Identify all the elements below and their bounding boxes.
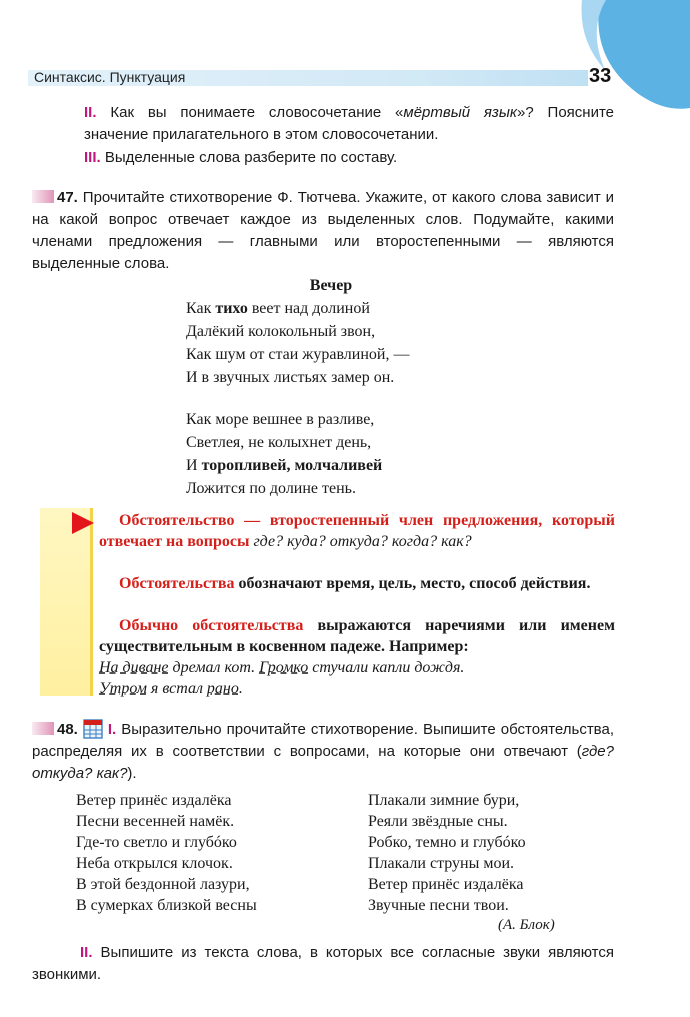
task-number: II.	[84, 104, 97, 121]
exercise-marker	[32, 722, 54, 735]
poem-line: Плакали зимние бури,	[368, 792, 520, 809]
task-iii-prev	[84, 147, 614, 169]
poem-line: Как море вешнее в разливе,	[186, 411, 375, 428]
poem-blok-right-column	[368, 790, 526, 916]
poem-blok-left-column	[76, 790, 257, 916]
task-number: II.	[80, 944, 93, 961]
page-number: 33	[589, 65, 612, 87]
rule-box-border	[90, 508, 93, 696]
task-text: Как вы понимаете словосочетание «	[110, 104, 404, 121]
poem-line: Где-то светло и глубóко	[76, 834, 237, 851]
example-line: На диване дремал кот. Громко стучали капли дождя.	[99, 659, 465, 676]
task-text: Выпишите из текста слова, в которых все согласные звуки являются звонкими.	[32, 944, 614, 983]
poem-line: Ветер принёс издалёка	[76, 792, 232, 809]
poem-line: Песни весенней намёк.	[76, 813, 235, 830]
book-icon	[82, 717, 104, 739]
poem-line: Неба открылся клочок.	[76, 855, 233, 872]
rule-definition: Обстоятельство — второстепенный член предложения, который отвечает на вопросы где? куда? откуда? когда? как?	[99, 512, 615, 550]
exercise-questions: где? откуда? как?	[32, 743, 614, 782]
exercise-number: 47.	[57, 189, 78, 206]
poem-author: (А. Блок)	[498, 917, 555, 933]
poem-line: И в звучных листьях замер он.	[186, 369, 395, 386]
task-ii-prev	[84, 102, 614, 146]
example-line: Утром я встал рано.	[99, 680, 243, 697]
rule-examples	[99, 657, 615, 699]
poem-line: Плакали струны мои.	[368, 855, 515, 872]
poem-line: Как тихо веет над долиной	[186, 300, 370, 317]
exercise-marker	[32, 190, 54, 203]
poem-line: Ветер принёс издалёка	[368, 876, 524, 893]
poem-line: В этой бездонной лазури,	[76, 876, 250, 893]
task-ii-48	[32, 942, 614, 986]
rule-arrow-icon	[70, 510, 96, 536]
poem-line: Ложится по долине тень.	[186, 480, 356, 497]
exercise-text: Выразительно прочитайте стихотворение. Выпишите обстоятельства, распределяя их в соответствии с вопросами, на которые они отвечают (	[32, 721, 614, 760]
poem-line: Как шум от стаи журавлиной, —	[186, 346, 410, 363]
poem-line: Реяли звёздные сны.	[368, 813, 508, 830]
poem-line: И торопливей, молчаливей	[186, 457, 383, 474]
task-text: Выделенные слова разберите по составу.	[104, 149, 398, 166]
rule-meaning: Обстоятельства обозначают время, цель, место, способ действия.	[119, 575, 591, 592]
exercise-text: Прочитайте стихотворение Ф. Тютчева. Укажите, от какого слова зависит и на какой вопрос отвечает каждое из выделенных слов. Подумайте, какими членами предложения — главными или второстепенными — являются выделенные слова.	[32, 189, 615, 272]
poem-title: Вечер	[309, 277, 353, 294]
task-text: »? Поясните значение прилагательного в этом словосочетании.	[84, 104, 615, 143]
exercise-48: 48. I. Выразительно прочитайте стихотворение. Выпишите обстоятельства, распределяя их в соответствии с вопросами, на которые они отвечают (где? откуда? как?).	[32, 717, 614, 785]
exercise-number: 48.	[57, 721, 78, 738]
phrase: мёртвый язык	[403, 104, 518, 121]
poem-line: Звучные песни твои.	[368, 897, 509, 914]
task-number: I.	[107, 721, 117, 738]
rule-expression: Обычно обстоятельства выражаются наречиями или именем существительным в косвенном падеже. Например:	[99, 617, 616, 655]
task-number: III.	[84, 149, 101, 166]
running-title: Синтаксис. Пунктуация	[34, 69, 186, 85]
exercise-47	[32, 187, 614, 275]
poem-evening	[186, 274, 486, 500]
poem-line: Светлея, не колыхнет день,	[186, 434, 372, 451]
poem-line: Далёкий колокольный звон,	[186, 323, 376, 340]
poem-line: Робко, темно и глубóко	[368, 834, 526, 851]
rule-box-bg	[40, 508, 92, 696]
poem-line: В сумерках близкой весны	[76, 897, 257, 914]
